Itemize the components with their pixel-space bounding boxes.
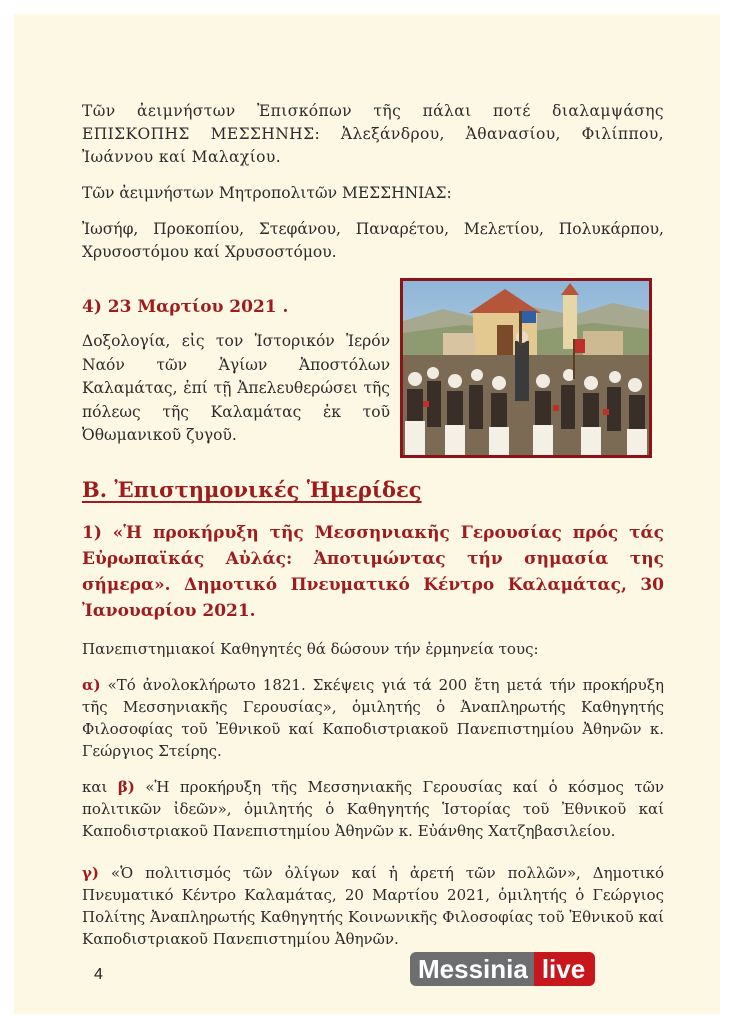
historical-painting-image <box>400 278 652 458</box>
page-content <box>82 100 664 948</box>
lecture-g-label: γ) <box>82 864 99 882</box>
section-b-title: Β. Ἐπιστημονικές Ἡμερίδες <box>82 477 422 502</box>
lecture-b <box>82 776 664 842</box>
logo-part-live: live <box>534 952 595 986</box>
lecture-b-text: «Ἡ προκήρυξη τῆς Μεσσηνιακῆς Γερουσίας καί ὁ κόσμος τῶν πολιτικῶν ἰδεῶν», ὁμιλητής ὁ Καθηγητής Ἱστορίας τοῦ Ἐθνικοῦ καί Καποδιστριακοῦ Πανεπιστημίου Ἀθηνῶν κ. Εὐάνθης Χατζηβασιλείου. <box>82 778 664 840</box>
lecture-a-label: α) <box>82 676 101 694</box>
messinia-live-logo <box>410 952 595 986</box>
section-b-item-1-heading: 1) «Ἡ προκήρυξη τῆς Μεσσηνιακῆς Γερουσίας πρός τάς Εὐρωπαϊκάς Αὐλάς: Ἀποτιμώντας τήν σημασία της σήμερα». Δημοτικό Πνευματικό Κέντρο Καλαμάτας, 30 Ἰανουαρίου 2021. <box>82 523 664 621</box>
professors-intro: Πανεπιστημιακοί Καθηγητές θά δώσουν τήν ἑρμηνεία τους: <box>82 640 539 658</box>
painting-illustration <box>403 281 649 455</box>
metropolitans-list: Ἰωσήφ, Προκοπίου, Στεφάνου, Παναρέτου, Μελετίου, Πολυκάρπου, Χρυσοστόμου καί Χρυσοστόμου. <box>82 220 664 261</box>
document-page <box>14 14 720 1014</box>
lecture-a-text: «Τό ἀνολοκλήρωτο 1821. Σκέψεις γιά τά 200 ἔτη μετά τήν προκήρυξη τῆς Μεσσηνιακῆς Γερουσίας», ὁμιλητής ὁ Ἀναπληρωτής Καθηγητής Φιλοσοφίας τοῦ Ἐθνικοῦ καί Καποδιστριακοῦ Πανεπιστημίου Ἀθηνῶν κ. Γεώργιος Στείρης. <box>82 676 664 760</box>
lecture-g <box>82 862 664 950</box>
lecture-g-text: «Ὁ πολιτισμός τῶν ὀλίγων καί ἡ ἀρετή τῶν πολλῶν», Δημοτικό Πνευματικό Κέντρο Καλαμάτας, 20 Μαρτίου 2021, ὁμιλητής ὁ Γεώργιος Πολίτης Ἀναπληρωτής Καθηγητής Κοινωνικῆς Φιλοσοφίας τοῦ Ἐθνικοῦ καί Καποδιστριακοῦ Πανεπιστημίου Ἀθηνῶν. <box>82 864 664 948</box>
item-4-text: Δοξολογία, εἰς τον Ἱστορικόν Ἱερόν Ναόν τῶν Ἁγίων Ἀποστόλων Καλαμάτας, ἐπί τῇ Ἀπελευθερώσει τῆς πόλεως τῆς Καλαμάτας ἐκ τοῦ Ὀθωμανικοῦ ζυγοῦ. <box>82 332 390 444</box>
logo-part-messinia: Messinia <box>410 952 534 986</box>
section-b-body <box>82 638 664 964</box>
lecture-b-label: β) <box>117 778 135 796</box>
item-4-heading: 4) 23 Μαρτίου 2021 . <box>82 297 289 317</box>
bishops-paragraph: Τῶν ἀειμνήστων Ἐπισκόπων τῆς πάλαι ποτέ διαλαμψάσης ΕΠΙΣΚΟΠΗΣ ΜΕΣΣΗΝΗΣ: Ἀλεξάνδρου, Ἀθανασίου, Φιλίππου, Ἰωάννου καί Μαλαχίου. <box>82 102 664 166</box>
metropolitans-heading: Τῶν ἀειμνήστων Μητροπολιτῶν ΜΕΣΣΗΝΙΑΣ: <box>82 184 452 202</box>
lecture-a <box>82 674 664 762</box>
lecture-b-prefix: και <box>82 778 118 796</box>
page-number: 4 <box>94 966 103 983</box>
